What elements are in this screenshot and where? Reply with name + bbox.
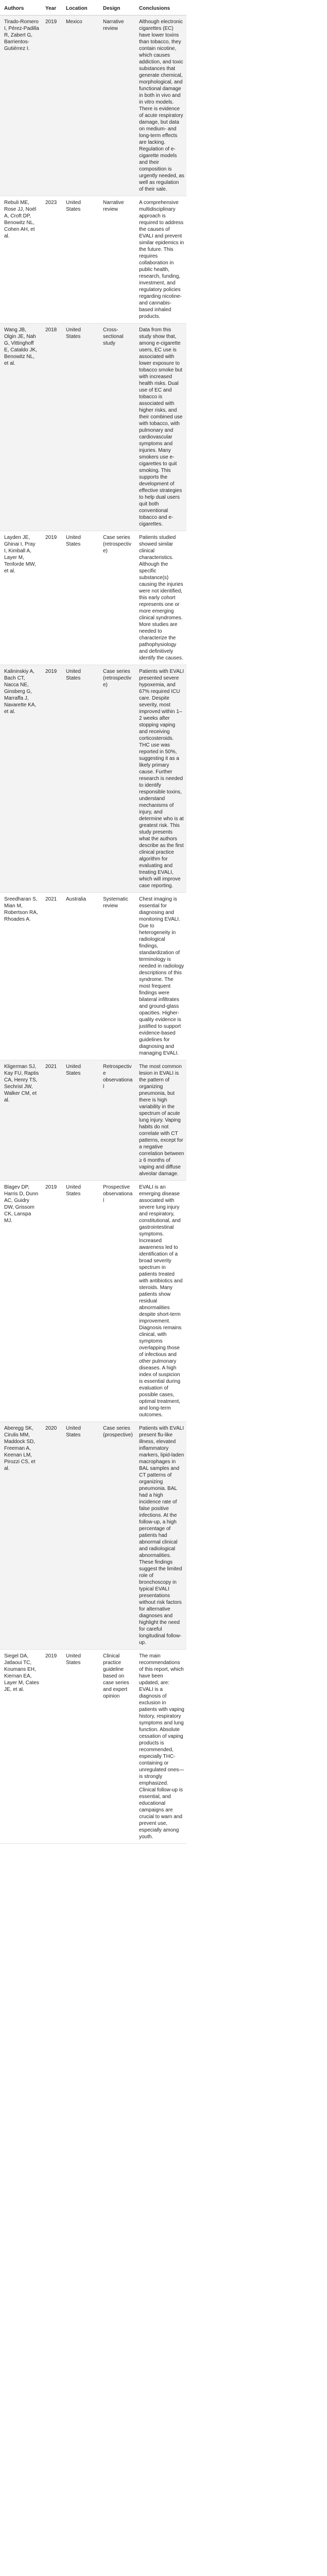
table-row (0, 15, 327, 196)
table-row (0, 196, 327, 324)
cell-conclusions: Although electronic cigarettes (EC) have lower toxins than tobacco, they contain nicotine, which causes addiction, and toxic substances that generate chemical, morphological, and functional damage in both in vivo and in vitro models. There is evidence of acute respiratory damage, but data on medium- and long-term effects are lacking. Regulation of e-cigarette models and their composition is urgently needed, as well as regulation of their sale. (135, 15, 186, 196)
table-header-row (0, 2, 327, 15)
row-spacer (186, 893, 327, 1060)
cell-year: 2019 (41, 665, 62, 893)
cell-design: Systematic review (99, 893, 135, 1060)
studies-table (0, 2, 327, 1844)
table-row (0, 893, 327, 1060)
header-location: Location (62, 2, 99, 15)
cell-location: Mexico (62, 15, 99, 196)
cell-conclusions: Data from this study show that, among e-cigarette users, EC use is associated with lower exposure to tobacco smoke but with increased health risks. Dual use of EC and tobacco is associated with higher risks, and their combined use with tobacco, with pulmonary and cardiovascular symptoms and injuries. Many smokers use e-cigarettes to quit smoking. This supports the development of effective strategies to help dual users quit both conventional tobacco and e-cigarettes. (135, 324, 186, 531)
header-design: Design (99, 2, 135, 15)
cell-year: 2019 (41, 15, 62, 196)
cell-conclusions: Chest imaging is essential for diagnosing and monitoring EVALI. Due to heterogeneity in radiological findings, standardization of terminology is needed in radiology descriptions of this syndrome. The most frequent findings were bilateral infiltrates and ground-glass opacities. Higher-quality evidence is justified to support evidence-based guidelines for diagnosing and managing EVALI. (135, 893, 186, 1060)
cell-conclusions: The main recommendations of this report, which have been updated, are: EVALI is a diagnosis of exclusion in patients with vaping history, respiratory symptoms and lung function. Absolute cessation of vaping products is recommended, especially THC-containing or unregulated ones—is strongly emphasized. Clinical follow-up is essential, and educational campaigns are crucial to warn and prevent use, especially among youth. (135, 1650, 186, 1844)
cell-location: United States (62, 324, 99, 531)
cell-design: Case series (retrospective) (99, 531, 135, 665)
cell-conclusions: Patients studied showed similar clinical characteristics. Although the specific substance(s) causing the injuries were not identified, this early cohort represents one or more emerging clinical syndromes. More studies are needed to characterize the pathophysiology and definitively identify the causes. (135, 531, 186, 665)
cell-conclusions: The most common lesion in EVALI is the pattern of organizing pneumonia, but there is high variability in the spectrum of acute lung injury. Vaping habits do not correlate with CT patterns, except for a negative correlation between ≥ 6 months of vaping and diffuse alveolar damage. (135, 1060, 186, 1181)
table-row (0, 665, 327, 893)
row-spacer (186, 1422, 327, 1650)
cell-authors: Kligerman SJ, Kay FU, Raptis CA, Henry TS, Sechrist JW, Walker CM, et al. (0, 1060, 41, 1181)
row-spacer (186, 1650, 327, 1844)
cell-conclusions: Patients with EVALI presented severe hypoxemia, and 67% required ICU care. Despite severity, most improved within 1–2 weeks after stopping vaping and receiving corticosteroids. THC use was reported in 50%, suggesting it as a likely primary cause. Further research is needed to identify responsible toxins, understand mechanisms of injury, and determine who is at greatest risk. This study presents what the authors describe as the first clinical practice algorithm for evaluating and treating EVALI, which will improve case reporting. (135, 665, 186, 893)
cell-conclusions: Patients with EVALI present flu-like illness, elevated inflammatory markers, lipid-laden macrophages in BAL samples and CT patterns of organizing pneumonia. BAL had a high incidence rate of false positive infections. At the follow-up, a high percentage of patients had abnormal clinical and radiological abnormalities. These findings suggest the limited role of bronchoscopy in typical EVALI presentations without risk factors for alternative diagnoses and highlight the need for careful longitudinal follow-up. (135, 1422, 186, 1650)
table-row (0, 531, 327, 665)
cell-authors: Layden JE, Ghinai I, Pray I, Kimball A, Layer M, Tenforde MW, et al. (0, 531, 41, 665)
cell-authors: Tirado-Romero I, Pérez-Padilla R, Zabert G, Barrientos-Gutiérrez I. (0, 15, 41, 196)
cell-year: 2021 (41, 893, 62, 1060)
cell-location: United States (62, 196, 99, 324)
cell-authors: Siegel DA, Jatlaoui TC, Koumans EH, Kiernan EA, Layer M, Cates JE, et al. (0, 1650, 41, 1844)
cell-location: United States (62, 1650, 99, 1844)
cell-year: 2020 (41, 1422, 62, 1650)
cell-year: 2019 (41, 531, 62, 665)
cell-authors: Kalininskiy A, Bach CT, Nacca NE, Ginsberg G, Marraffa J, Navarette KA, et al. (0, 665, 41, 893)
cell-year: 2019 (41, 1650, 62, 1844)
cell-year: 2018 (41, 324, 62, 531)
cell-design: Retrospective observational (99, 1060, 135, 1181)
row-spacer (186, 324, 327, 531)
cell-location: United States (62, 1422, 99, 1650)
cell-conclusions: EVALI is an emerging disease associated with severe lung injury and respiratory, constitutional, and gastrointestinal symptoms. Increased awareness led to identification of a broad severity spectrum in patients treated with antibiotics and steroids. Many patients show residual abnormalities despite short-term improvement. Diagnosis remains clinical, with symptoms overlapping those of infectious and other pulmonary diseases. A high index of suspicion is essential during evaluation of possible cases, optimal treatment, and long-term outcomes. (135, 1181, 186, 1422)
cell-design: Narrative review (99, 196, 135, 324)
cell-location: United States (62, 1060, 99, 1181)
table-row (0, 324, 327, 531)
cell-authors: Wang JB, Olgin JE, Nah G, Vittinghoff E, Cataldo JK, Benowitz NL, et al. (0, 324, 41, 531)
cell-design: Clinical practice guideline based on case series and expert opinion (99, 1650, 135, 1844)
cell-design: Prospective observational (99, 1181, 135, 1422)
table-row (0, 1181, 327, 1422)
row-spacer (186, 665, 327, 893)
cell-authors: Rebuli ME, Rose JJ, Noël A, Croft DP, Benowitz NL, Cohen AH, et al. (0, 196, 41, 324)
cell-year: 2023 (41, 196, 62, 324)
row-spacer (186, 196, 327, 324)
header-conclusions: Conclusions (135, 2, 186, 15)
row-spacer (186, 15, 327, 196)
cell-year: 2021 (41, 1060, 62, 1181)
cell-location: United States (62, 665, 99, 893)
cell-design: Case series (retrospective) (99, 665, 135, 893)
cell-location: Australia (62, 893, 99, 1060)
cell-authors: Blagev DP, Harris D, Dunn AC, Guidry DW, Grissom CK, Lanspa MJ. (0, 1181, 41, 1422)
row-spacer (186, 1060, 327, 1181)
table-row (0, 1650, 327, 1844)
cell-design: Cross-sectional study (99, 324, 135, 531)
header-spacer (186, 2, 327, 15)
cell-authors: Aberegg SK, Cirulis MM, Maddock SD, Freeman A, Keenan LM, Pirozzi CS, et al. (0, 1422, 41, 1650)
cell-year: 2019 (41, 1181, 62, 1422)
cell-authors: Sreedharan S, Mian M, Robertson RA, Rhoades A. (0, 893, 41, 1060)
cell-location: United States (62, 1181, 99, 1422)
table-row (0, 1422, 327, 1650)
header-year: Year (41, 2, 62, 15)
table-row (0, 1060, 327, 1181)
row-spacer (186, 531, 327, 665)
header-authors: Authors (0, 2, 41, 15)
cell-design: Case series (prospective) (99, 1422, 135, 1650)
table-body (0, 15, 327, 1844)
row-spacer (186, 1181, 327, 1422)
cell-design: Narrative review (99, 15, 135, 196)
cell-location: United States (62, 531, 99, 665)
cell-conclusions: A comprehensive multidisciplinary approach is required to address the causes of EVALI and prevent similar epidemics in the future. This requires collaboration in public health, research, funding, investment, and regulatory policies regarding nicotine- and cannabis-based inhaled products. (135, 196, 186, 324)
